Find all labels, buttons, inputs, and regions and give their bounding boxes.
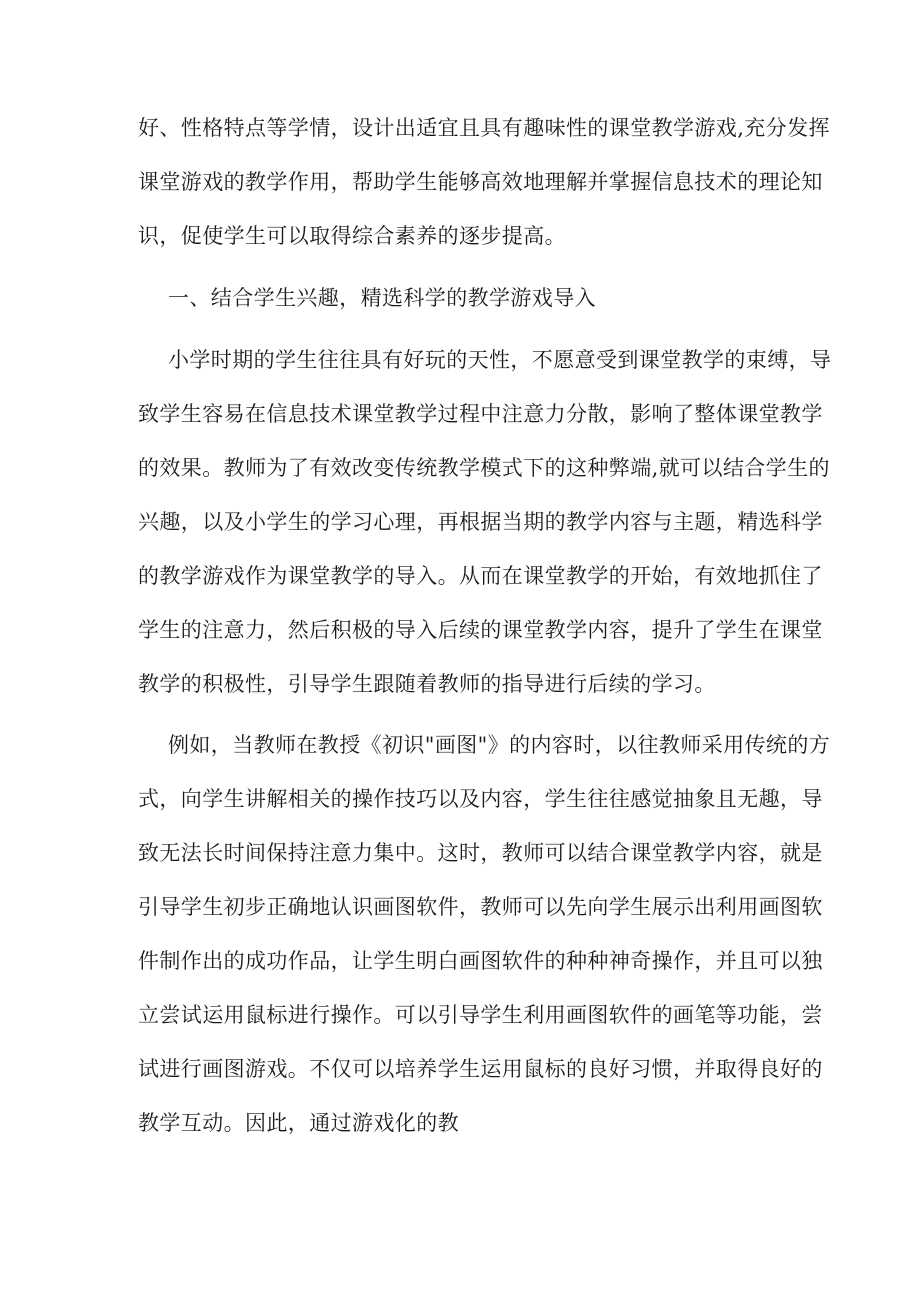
section-heading: 一、结合学生兴趣，精选科学的教学游戏导入 — [168, 286, 596, 310]
text-line: 致学生容易在信息技术课堂教学过程中注意力分散，影响了整体课堂教学 — [138, 402, 823, 426]
text-line: 式，向学生讲解相关的操作技巧以及内容，学生往往感觉抽象且无趣，导 — [138, 787, 823, 811]
text-line: 小学时期的学生往往具有好玩的天性，不愿意受到课堂教学的束缚，导 — [168, 348, 832, 372]
text-line: 的效果。教师为了有效改变传统教学模式下的这种弊端,就可以结合学生的 — [138, 456, 830, 480]
text-line: 例如，当教师在教授《初识"画图"》的内容时，以往教师采用传统的方 — [168, 733, 831, 757]
text-line: 兴趣，以及小学生的学习心理，再根据当期的教学内容与主题，精选科学 — [138, 510, 823, 534]
text-line: 的教学游戏作为课堂教学的导入。从而在课堂教学的开始，有效地抓住了 — [138, 564, 823, 588]
text-line: 致无法长时间保持注意力集中。这时，教师可以结合课堂教学内容，就是 — [138, 841, 823, 865]
text-line: 好、性格特点等学情，设计出适宜且具有趣味性的课堂教学游戏,充分发挥 — [138, 116, 830, 140]
text-line: 教学的积极性，引导学生跟随着教师的指导进行后续的学习。 — [138, 672, 716, 696]
text-line: 教学互动。因此，通过游戏化的教 — [138, 1111, 459, 1135]
text-line: 识，促使学生可以取得综合素养的逐步提高。 — [138, 224, 566, 248]
text-line: 立尝试运用鼠标进行操作。可以引导学生利用画图软件的画笔等功能，尝 — [138, 1003, 823, 1027]
text-line: 件制作出的成功作品，让学生明白画图软件的种种神奇操作，并且可以独 — [138, 949, 823, 973]
text-line: 引导学生初步正确地认识画图软件，教师可以先向学生展示出利用画图软 — [138, 895, 823, 919]
text-line: 学生的注意力，然后积极的导入后续的课堂教学内容，提升了学生在课堂 — [138, 618, 823, 642]
text-line: 试进行画图游戏。不仅可以培养学生运用鼠标的良好习惯，并取得良好的 — [138, 1057, 823, 1081]
text-line: 课堂游戏的教学作用，帮助学生能够高效地理解并掌握信息技术的理论知 — [138, 170, 823, 194]
